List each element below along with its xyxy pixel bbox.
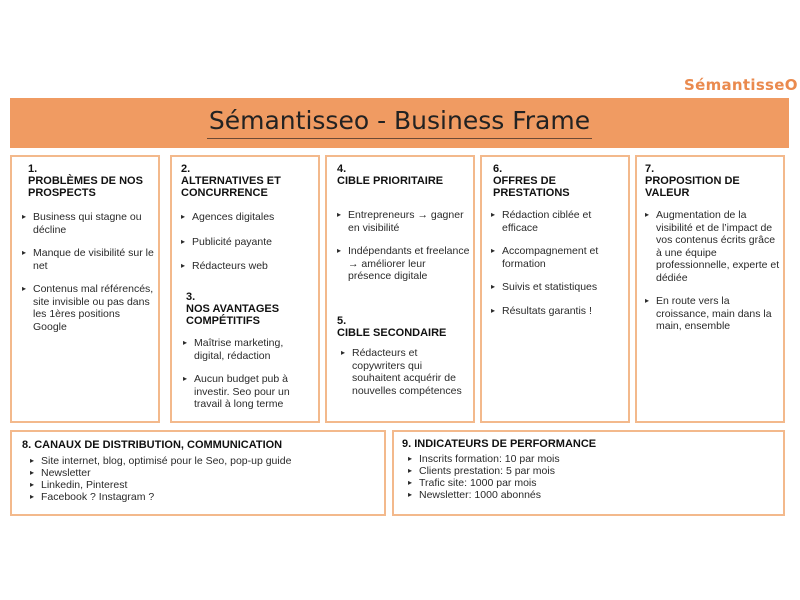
section-heading: NOS AVANTAGES COMPÉTITIFS (186, 303, 280, 327)
section-heading: OFFRES DE PRESTATIONS (493, 175, 570, 199)
item-list (337, 209, 471, 283)
title-banner (10, 98, 789, 148)
section-number: 2. (181, 163, 191, 175)
item-list (491, 209, 627, 317)
section-number: 5. (337, 315, 347, 327)
item-list (183, 337, 313, 411)
list-item: ▸ Indépendants et freelance → améliorer leur présence digitale (337, 245, 471, 283)
section-channels (10, 430, 386, 516)
list-item: ▸ Newsletter: 1000 abonnés (408, 489, 748, 501)
section-heading: PROPOSITION DE VALEUR (645, 175, 740, 199)
section-targets (325, 155, 475, 423)
list-item: ▸ Newsletter (30, 467, 370, 479)
section-number: 3. (186, 291, 196, 303)
section-heading: ALTERNATIVES ET CONCURRENCE (181, 175, 281, 199)
list-item: ▸ Entrepreneurs → gagner en visibilité (337, 209, 471, 234)
list-item: ▸ Maîtrise marketing, digital, rédaction (183, 337, 313, 362)
list-item: ▸ Augmentation de la visibilité et de l’impact de vos contenus écrits grâce à une équipe professionnelle, experte et dédiée (645, 209, 783, 284)
list-item: ▸ Inscrits formation: 10 par mois (408, 453, 748, 465)
section-heading: CIBLE PRIORITAIRE (337, 175, 444, 187)
section-number: 7. (645, 163, 655, 175)
section-heading: 9. INDICATEURS DE PERFORMANCE (402, 438, 597, 450)
section-number: 4. (337, 163, 347, 175)
brand-logo: SémantisseO (684, 76, 798, 94)
list-item: ▸ En route vers la croissance, main dans la main, ensemble (645, 295, 783, 333)
list-item: ▸ Rédacteurs web (181, 260, 315, 273)
section-kpis (392, 430, 785, 516)
section-alternatives (170, 155, 320, 423)
list-item: ▸ Rédaction ciblée et efficace (491, 209, 627, 234)
list-item: ▸ Suivis et statistiques (491, 281, 627, 294)
section-heading: PROBLÈMES DE NOS PROSPECTS (28, 175, 143, 199)
section-offers (480, 155, 630, 423)
item-list (408, 453, 748, 501)
list-item: ▸ Agences digitales (181, 211, 315, 224)
list-item: ▸ Business qui stagne ou décline (22, 211, 154, 236)
list-item: ▸ Accompagnement et formation (491, 245, 627, 270)
item-list (645, 209, 783, 333)
item-list (22, 211, 154, 333)
list-item: ▸ Manque de visibilité sur le net (22, 247, 154, 272)
section-heading: 8. CANAUX DE DISTRIBUTION, COMMUNICATION (22, 439, 283, 451)
list-item: ▸ Résultats garantis ! (491, 305, 627, 318)
page-title: Sémantisseo - Business Frame (207, 107, 592, 139)
list-item: ▸ Linkedin, Pinterest (30, 479, 370, 491)
item-list (341, 347, 471, 397)
item-list (181, 211, 315, 273)
section-problems (10, 155, 160, 423)
list-item: ▸ Site internet, blog, optimisé pour le Seo, pop-up guide (30, 455, 370, 467)
list-item: ▸ Publicité payante (181, 236, 315, 249)
list-item: ▸ Aucun budget pub à investir. Seo pour un travail à long terme (183, 373, 313, 411)
list-item: ▸ Facebook ? Instagram ? (30, 491, 370, 503)
list-item: ▸ Rédacteurs et copywriters qui souhaitent acquérir de nouvelles compétences (341, 347, 471, 397)
section-heading: CIBLE SECONDAIRE (337, 327, 447, 339)
list-item: ▸ Contenus mal référencés, site invisible ou pas dans les 1ères positions Google (22, 283, 154, 333)
section-number: 6. (493, 163, 503, 175)
list-item: ▸ Clients prestation: 5 par mois (408, 465, 748, 477)
section-value (635, 155, 785, 423)
list-item: ▸ Trafic site: 1000 par mois (408, 477, 748, 489)
section-number: 1. (28, 163, 38, 175)
item-list (30, 455, 370, 503)
